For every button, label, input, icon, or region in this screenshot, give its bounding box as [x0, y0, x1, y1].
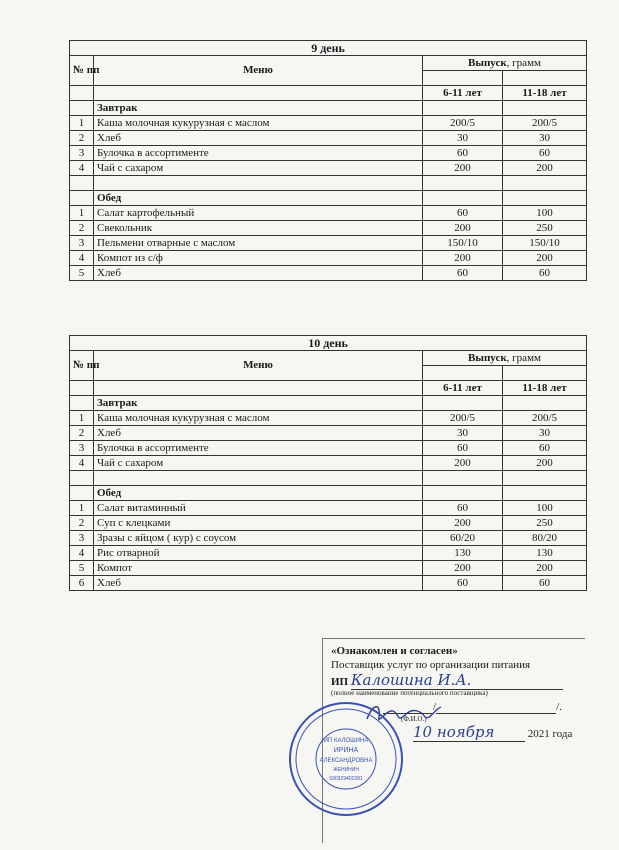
row-number: 1 [70, 411, 94, 426]
dish-name: Хлеб [94, 576, 423, 591]
lunch-label: Обед [94, 486, 423, 501]
dish-name: Свекольник [94, 221, 423, 236]
portion-11-18: 200 [503, 251, 587, 266]
portion-11-18: 100 [503, 206, 587, 221]
svg-text:ИРИНА: ИРИНА [333, 747, 359, 754]
dish-name: Хлеб [94, 131, 423, 146]
official-stamp [287, 700, 405, 818]
row-number: 5 [70, 561, 94, 576]
table-row [70, 131, 587, 146]
portion-6-11: 150/10 [423, 236, 503, 251]
row-number: 6 [70, 576, 94, 591]
portion-6-11: 200/5 [423, 411, 503, 426]
portion-6-11: 60/20 [423, 531, 503, 546]
table-row [70, 441, 587, 456]
table-row [70, 206, 587, 221]
portion-11-18: 150/10 [503, 236, 587, 251]
row-number: 3 [70, 146, 94, 161]
col-menu-header: Меню [94, 56, 423, 86]
portion-11-18: 200/5 [503, 116, 587, 131]
table-row [70, 266, 587, 281]
age-6-11-header: 6-11 лет [423, 381, 503, 396]
portion-6-11: 60 [423, 206, 503, 221]
portion-6-11: 130 [423, 546, 503, 561]
breakfast-label: Завтрак [94, 396, 423, 411]
age-11-18-header: 11-18 лет [503, 86, 587, 101]
day-9-menu-table [69, 40, 587, 281]
portion-6-11: 200 [423, 221, 503, 236]
table-row [70, 516, 587, 531]
day-title: 10 день [70, 336, 587, 351]
table-row [70, 411, 587, 426]
col-output-header: Выпуск, грамм [423, 56, 587, 71]
portion-6-11: 200 [423, 251, 503, 266]
col-number-header: № пп [70, 351, 94, 381]
dish-name: Булочка в ассортименте [94, 146, 423, 161]
portion-11-18: 200 [503, 456, 587, 471]
row-number: 3 [70, 236, 94, 251]
dish-name: Хлеб [94, 266, 423, 281]
handwritten-name: Калошина И.А. [350, 671, 472, 689]
dish-name: Суп с клецками [94, 516, 423, 531]
dish-name: Салат картофельный [94, 206, 423, 221]
portion-6-11: 200 [423, 456, 503, 471]
dish-name: Пельмени отварные с маслом [94, 236, 423, 251]
signoff-heading: «Ознакомлен и согласен» [331, 645, 458, 657]
signoff-date-line: 10 ноября 2021 года [413, 723, 573, 741]
age-6-11-header: 6-11 лет [423, 86, 503, 101]
row-number: 4 [70, 251, 94, 266]
portion-6-11: 60 [423, 146, 503, 161]
dish-name: Салат витаминный [94, 501, 423, 516]
portion-11-18: 60 [503, 266, 587, 281]
table-row [70, 161, 587, 176]
svg-text:ЖЕНИНИН: ЖЕНИНИН [333, 767, 359, 773]
table-row [70, 116, 587, 131]
table-row [70, 561, 587, 576]
svg-text:590329402281: 590329402281 [329, 776, 363, 782]
portion-6-11: 60 [423, 266, 503, 281]
table-row [70, 146, 587, 161]
portion-6-11: 60 [423, 441, 503, 456]
table-row [70, 531, 587, 546]
row-number: 2 [70, 516, 94, 531]
svg-text:ИП КАЛОШИНА: ИП КАЛОШИНА [323, 738, 369, 744]
portion-11-18: 30 [503, 131, 587, 146]
breakfast-label: Завтрак [94, 101, 423, 116]
day-10-menu-table [69, 335, 587, 591]
dish-name: Компот из с/ф [94, 251, 423, 266]
portion-6-11: 200 [423, 516, 503, 531]
signoff-fio-caption: (Ф.И.О.) [401, 715, 427, 723]
table-row [70, 426, 587, 441]
dish-name: Рис отварной [94, 546, 423, 561]
table-row [70, 501, 587, 516]
day-title: 9 день [70, 41, 587, 56]
row-number: 5 [70, 266, 94, 281]
col-menu-header: Меню [94, 351, 423, 381]
dish-name: Зразы с яйцом ( кур) с соусом [94, 531, 423, 546]
portion-6-11: 200 [423, 161, 503, 176]
portion-11-18: 200/5 [503, 411, 587, 426]
row-number: 4 [70, 456, 94, 471]
row-number: 1 [70, 116, 94, 131]
portion-6-11: 60 [423, 576, 503, 591]
table-row [70, 236, 587, 251]
portion-11-18: 60 [503, 576, 587, 591]
dish-name: Хлеб [94, 426, 423, 441]
signoff-signature-line: / /. [383, 701, 562, 714]
portion-6-11: 30 [423, 131, 503, 146]
dish-name: Каша молочная кукурузная с маслом [94, 411, 423, 426]
portion-6-11: 60 [423, 501, 503, 516]
table-row [70, 251, 587, 266]
age-11-18-header: 11-18 лет [503, 381, 587, 396]
col-output-header: Выпуск, грамм [423, 351, 587, 366]
row-number: 1 [70, 206, 94, 221]
row-number: 2 [70, 131, 94, 146]
row-number: 1 [70, 501, 94, 516]
row-number: 4 [70, 161, 94, 176]
portion-11-18: 200 [503, 561, 587, 576]
portion-11-18: 80/20 [503, 531, 587, 546]
portion-11-18: 200 [503, 161, 587, 176]
dish-name: Чай с сахаром [94, 456, 423, 471]
dish-name: Компот [94, 561, 423, 576]
portion-11-18: 60 [503, 146, 587, 161]
row-number: 2 [70, 221, 94, 236]
table-row [70, 546, 587, 561]
dish-name: Чай с сахаром [94, 161, 423, 176]
row-number: 3 [70, 531, 94, 546]
svg-text:АЛЕКСАНДРОВНА: АЛЕКСАНДРОВНА [319, 758, 373, 764]
row-number: 4 [70, 546, 94, 561]
row-number: 3 [70, 441, 94, 456]
table-row [70, 456, 587, 471]
table-row [70, 576, 587, 591]
signoff-caption: (полное наименование потенциального поставщика) [331, 689, 488, 697]
portion-11-18: 130 [503, 546, 587, 561]
portion-11-18: 250 [503, 221, 587, 236]
signoff-provider-line: Поставщик услуг по организации питания [331, 659, 531, 671]
table-row [70, 221, 587, 236]
portion-11-18: 100 [503, 501, 587, 516]
portion-6-11: 200 [423, 561, 503, 576]
row-number: 2 [70, 426, 94, 441]
portion-11-18: 250 [503, 516, 587, 531]
portion-11-18: 60 [503, 441, 587, 456]
lunch-label: Обед [94, 191, 423, 206]
dish-name: Каша молочная кукурузная с маслом [94, 116, 423, 131]
signoff-ip-line: ИП Калошина И.А. [331, 671, 563, 690]
portion-6-11: 200/5 [423, 116, 503, 131]
portion-6-11: 30 [423, 426, 503, 441]
portion-11-18: 30 [503, 426, 587, 441]
handwritten-date: 10 ноября [413, 723, 495, 741]
dish-name: Булочка в ассортименте [94, 441, 423, 456]
col-number-header: № пп [70, 56, 94, 86]
